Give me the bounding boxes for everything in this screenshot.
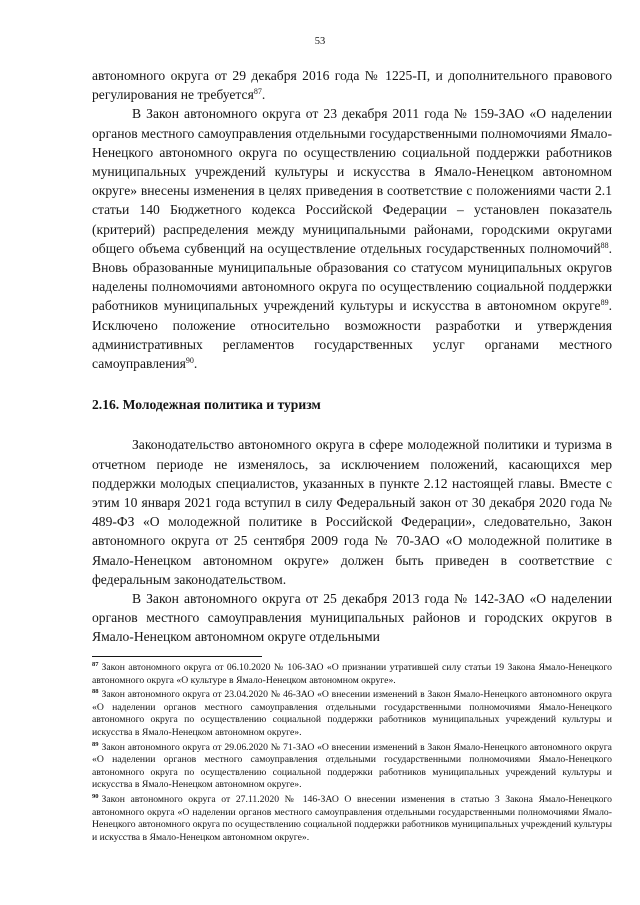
page-number: 53 <box>314 36 326 47</box>
paragraph-youth-policy: Законодательство автономного округа в сфере молодежной политики и туризма в отчетном периоде не изменялось, за исключением положений, касающихся мер поддержки молодых специалистов, указанных в пункте 2.12 настоящей главы. Вместе с этим 10 января 2021 года вступил в силу Федеральный закон от 30 декабря 2020 года № 489-ФЗ «О молодежной политике в Российской Федерации», следовательно, Закон автономного округа от 25 сентября 2009 года № 70-ЗАО «О молодежной политике в Ямало-Ненецком автономном округе» должен быть приведен в соответствие с федеральным законодательством. <box>92 437 612 587</box>
footnote-ref-90[interactable]: 90 <box>185 356 194 366</box>
footnote-text: Закон автономного округа от 06.10.2020 № 106-ЗАО «О признании утратившей силу статьи 19 Закона Ямало-Ненецкого автономного округа «О культуре в Ямало-Ненецком автономном округе». <box>92 662 612 686</box>
footnote-text: Закон автономного округа от 23.04.2020 № 46-ЗАО «О внесении изменений в Закон Ямало-Ненецкого автономного округа «О наделении органов местного самоуправления отдельными государственными полномочиями Ямало-Ненецкого автономного округа по осуществлению социальной поддержки работников муниципальных учреждений культуры и искусства в Ямало-Ненецком автономном округе». <box>92 689 612 738</box>
footnote-ref-87[interactable]: 87 <box>253 87 262 97</box>
paragraph-continuation <box>92 66 612 104</box>
paragraph-end: . <box>193 356 198 372</box>
footnote-number: 87 <box>92 661 99 668</box>
paragraph-end: . <box>261 87 266 103</box>
footnote-divider <box>92 656 262 657</box>
footnote-ref-89[interactable]: 89 <box>600 298 609 308</box>
footnote-ref-88[interactable]: 88 <box>600 240 609 250</box>
footnote-number: 88 <box>92 688 99 696</box>
body-text <box>92 66 612 647</box>
footnote-number: 90 <box>92 792 99 800</box>
footnote-90 <box>92 794 612 844</box>
footnote-89 <box>92 742 612 792</box>
paragraph-text: . Вновь образованные муниципальные образования со статусом муниципальных округов наделены полномочиями автономного округа по осуществлению социальной поддержки работников муниципальных учреждений культуры и искусства в автономном округе <box>92 240 612 314</box>
footnotes <box>92 662 612 846</box>
footnote-text: Закон автономного округа от 27.11.2020 № 146-ЗАО О внесении изменения в статью 3 Закона Ямало-Ненецкого автономного округа «О наделении органов местного самоуправления отдельными государственными полномочиями Ямало-Ненецкого автономного округа по осуществлению социальной поддержки работников муниципальных учреждений культуры и искусства в Ямало-Ненецком автономном округе». <box>92 793 612 843</box>
paragraph-text: В Закон автономного округа от 23 декабря 2011 года № 159-ЗАО «О наделении органов местного самоуправления отдельными государственными полномочиями Ямало-Ненецкого автономного округа по осуществлению социальной поддержки работников муниципальных учреждений культуры и искусства в Ямало-Ненецком автономном округе» внесены изменения в целях приведения в соответствие с положениями части 2.1 статьи 140 Бюджетного кодекса Российской Федерации – установлен показатель (критерий) распределения между муниципальными районами, городскими округами общего объема субвенций на осуществление отдельных государственных полномочий <box>92 106 612 256</box>
paragraph-law-142: В Закон автономного округа от 25 декабря 2013 года № 142-ЗАО «О наделении органов местного самоуправления муниципальных районов и городских округов в Ямало-Ненецком автономном округе отдельными <box>92 591 612 645</box>
paragraph-text: автономного округа от 29 декабря 2016 года № 1225-П, и дополнительного правового регулирования не требуется <box>92 68 612 103</box>
paragraph-text: . Исключено положение относительно возможности разработки и утверждения административных регламентов государственных услуг органами местного самоуправления <box>92 298 612 372</box>
footnote-88 <box>92 689 612 739</box>
footnote-87 <box>92 662 612 687</box>
footnote-text: Закон автономного округа от 29.06.2020 № 71-ЗАО «О внесении изменений в Закон Ямало-Ненецкого автономного округа «О наделении органов местного самоуправления отдельными государственными полномочиями Ямало-Ненецкого автономного округа по осуществлению социальной поддержки работников муниципальных учреждений культуры и искусства в Ямало-Ненецком автономном округе». <box>92 741 612 791</box>
section-heading: 2.16. Молодежная политика и туризм <box>92 397 321 413</box>
footnote-number: 89 <box>92 740 99 748</box>
paragraph-law-159 <box>92 104 612 373</box>
